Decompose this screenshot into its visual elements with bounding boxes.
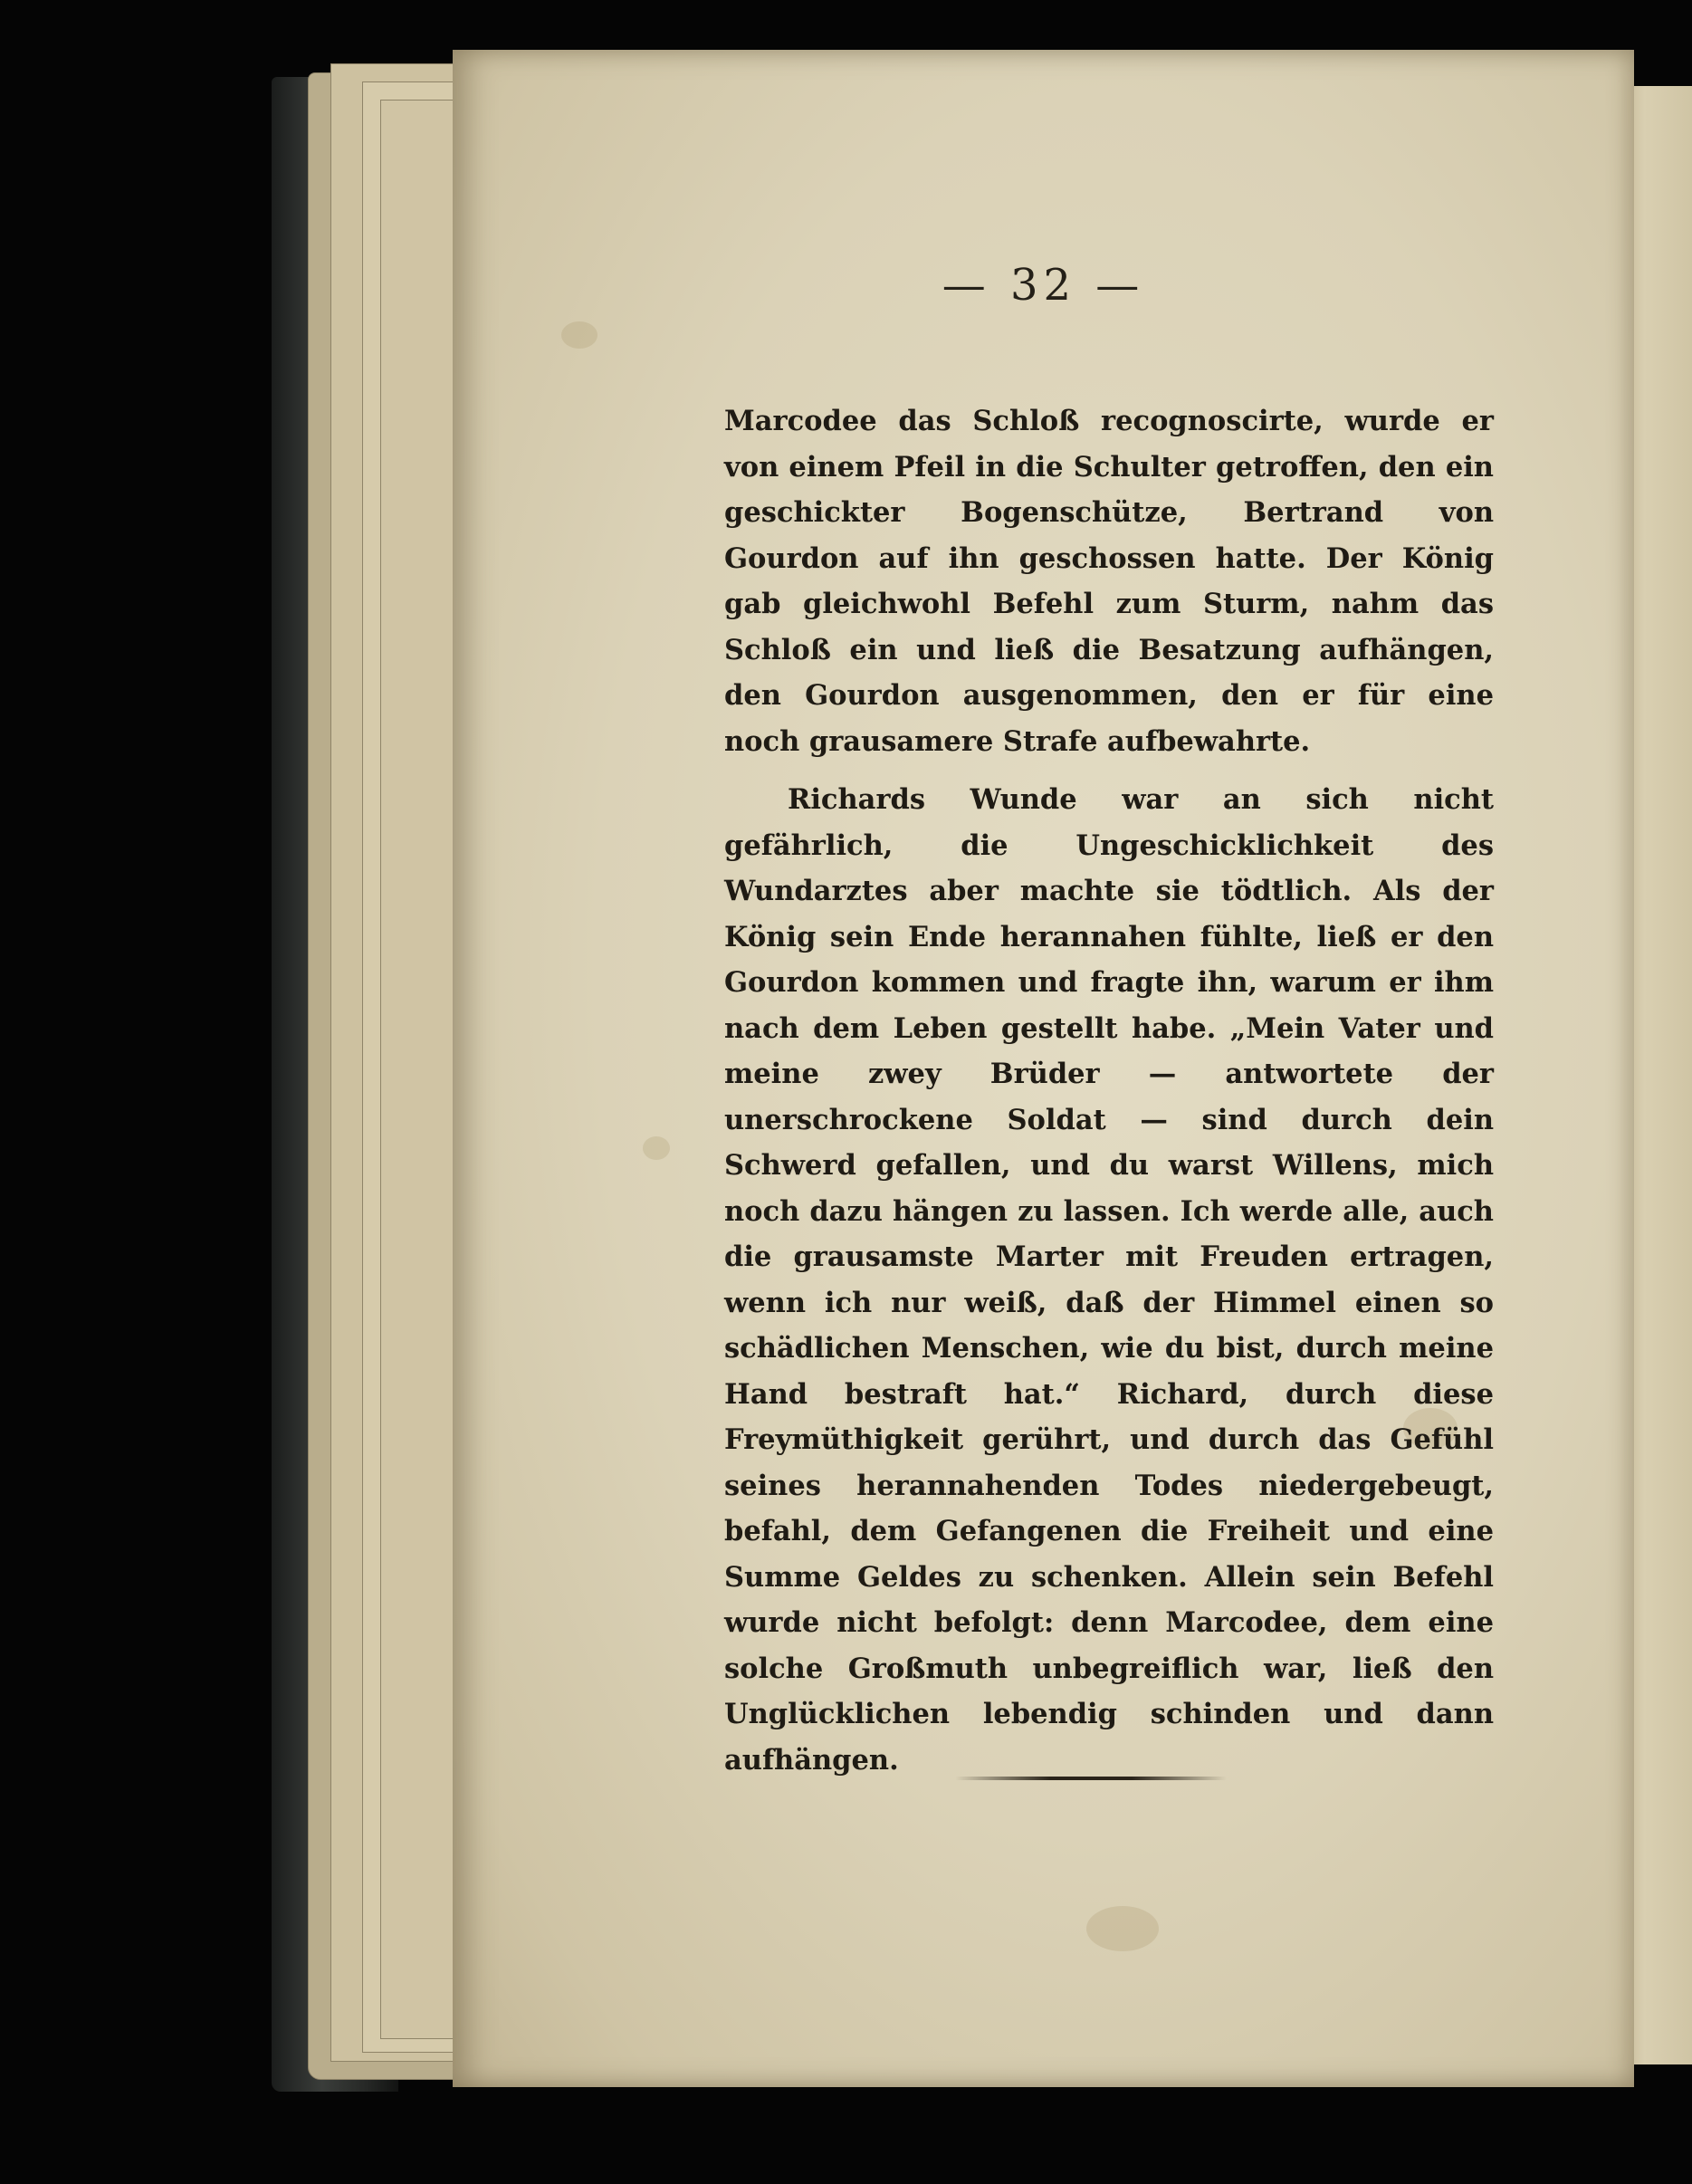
- book-page: [453, 50, 1634, 2087]
- paper-stain: [643, 1136, 670, 1160]
- paper-stain: [1086, 1906, 1159, 1951]
- page-body-text: [724, 398, 1494, 1783]
- end-ornament-rule: [955, 1777, 1227, 1780]
- paragraph-2: Richards Wunde war an sich nicht gefährlich, die Ungeschicklichkeit des Wundarztes aber machte sie tödtlich. Als der König sein Ende herannahen fühlte, ließ er den Gourdon kommen und fragte ihn, warum er ihm nach dem Leben gestellt habe. „Mein Vater und meine zwey Brüder — antwortete der unerschrockene Soldat — sind durch dein Schwerd gefallen, und du warst Willens, mich noch dazu hängen zu lassen. Ich werde alle, auch die grausamste Marter mit Freuden ertragen, wenn ich nur weiß, daß der Himmel einen so schädlichen Menschen, wie du bist, durch meine Hand bestraft hat.“ Richard, durch diese Freymüthigkeit gerührt, und durch das Gefühl seines herannahenden Todes niedergebeugt, befahl, dem Gefangenen die Freiheit und eine Summe Geldes zu schenken. Allein sein Befehl wurde nicht befolgt: denn Marcodee, dem eine solche Großmuth unbegreiflich war, ließ den Unglücklichen lebendig schinden und dann aufhängen.: [724, 783, 1494, 1777]
- paragraph-1: Marcodee das Schloß recognoscirte, wurde er von einem Pfeil in die Schulter getroffen, den ein geschickter Bogenschütze, Bertrand von Gourdon auf ihn geschossen hatte. Der König gab gleichwohl Befehl zum Sturm, nahm das Schloß ein und ließ die Besatzung aufhängen, den Gourdon ausgenommen, den er für eine noch grausamere Strafe aufbewahrte.: [724, 405, 1494, 758]
- paper-stain: [561, 321, 597, 349]
- page-number-header: — 32 —: [942, 260, 1145, 311]
